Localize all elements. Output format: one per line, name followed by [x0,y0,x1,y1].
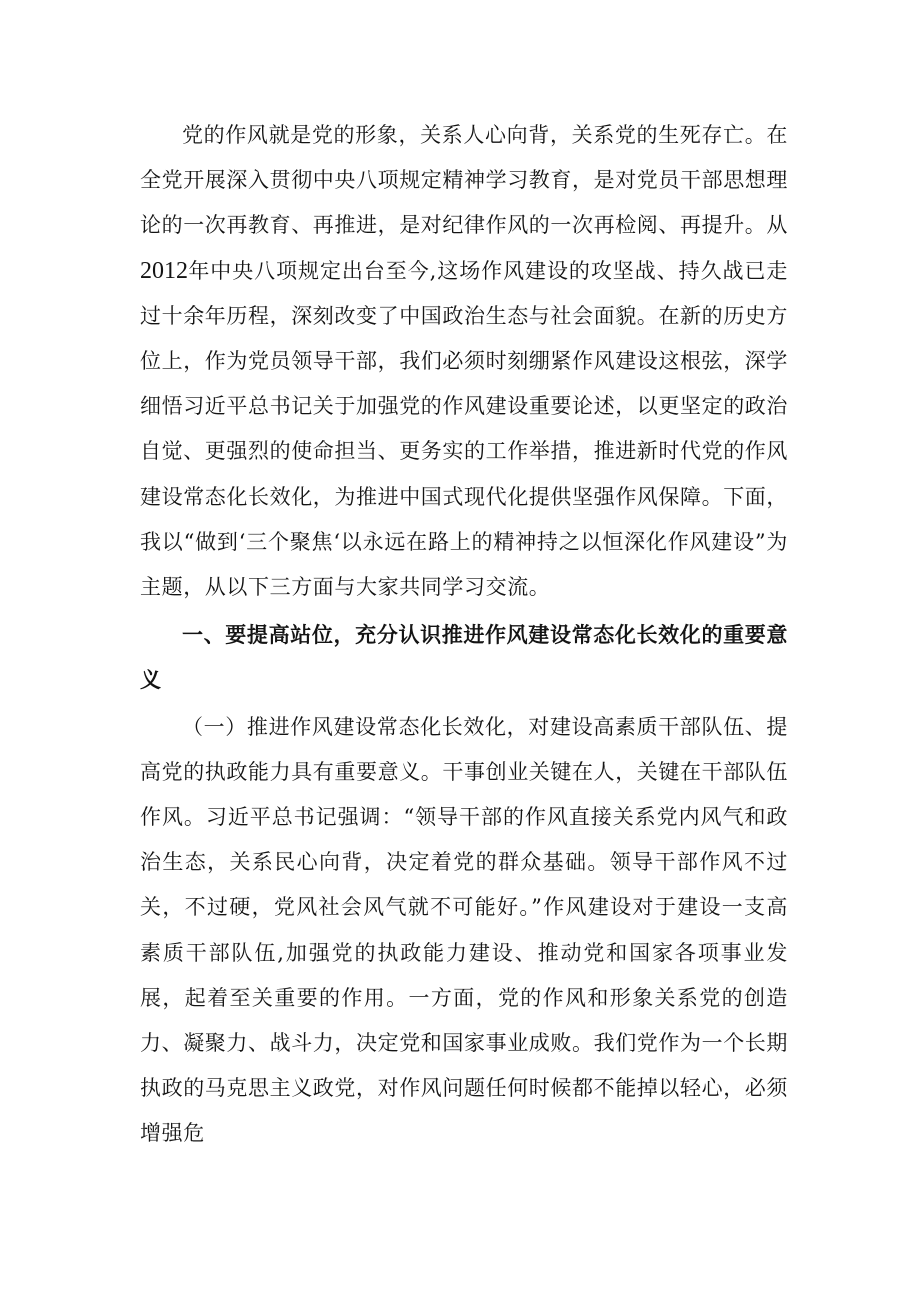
document-body [140,113,788,1157]
intro-text-part-2: 年中央八项规定出台至今,这场作风建设的攻坚战、持久战已走过十余年历程，深刻改变了中国政治生态与社会面貌。在新的历史方位上，作为党员领导干部，我们必须时刻绷紧作风建设这根弦，深学细悟习近平总书记关于加强党的作风建设重要论述，以更坚定的政治自觉、更强烈的使命担当、更务实的工作举措，推进新时代党的作风建设常态化长效化，为推进中国式现代化提供坚强作风保障。下面，我以“做到‘三个聚焦‘以永远在路上的精神持之以恒深化作风建设”为主题，从以下三方面与大家共同学习交流。 [140,258,788,600]
intro-text-part-1: 党的作风就是党的形象，关系人心向背，关系党的生死存亡。在全党开展深入贯彻中央八项规定精神学习教育，是对党员干部思想理论的一次再教育、再推进，是对纪律作风的一次再检阅、再提升。从 [140,123,788,238]
year-number: 2012 [140,257,188,284]
intro-paragraph [140,113,788,610]
subsection-paragraph-1-1: （一）推进作风建设常态化长效化，对建设高素质干部队伍、提高党的执政能力具有重要意义。干事创业关键在人，关键在干部队伍作风。习近平总书记强调：“领导干部的作风直接关系党内风气和政治生态，关系民心向背，决定着党的群众基础。领导干部作风不过关，不过硬，党风社会风气就不可能好。”作风建设对于建设一支高素质干部队伍,加强党的执政能力建设、推动党和国家各项事业发展，起着至关重要的作用。一方面，党的作风和形象关系党的创造力、凝聚力、战斗力，决定党和国家事业成败。我们党作为一个长期执政的马克思主义政党，对作风问题任何时候都不能掉以轻心，必须增强危 [140,714,788,1146]
section-heading-1: 一、要提高站位，充分认识推进作风建设常态化长效化的重要意义 [140,622,788,693]
